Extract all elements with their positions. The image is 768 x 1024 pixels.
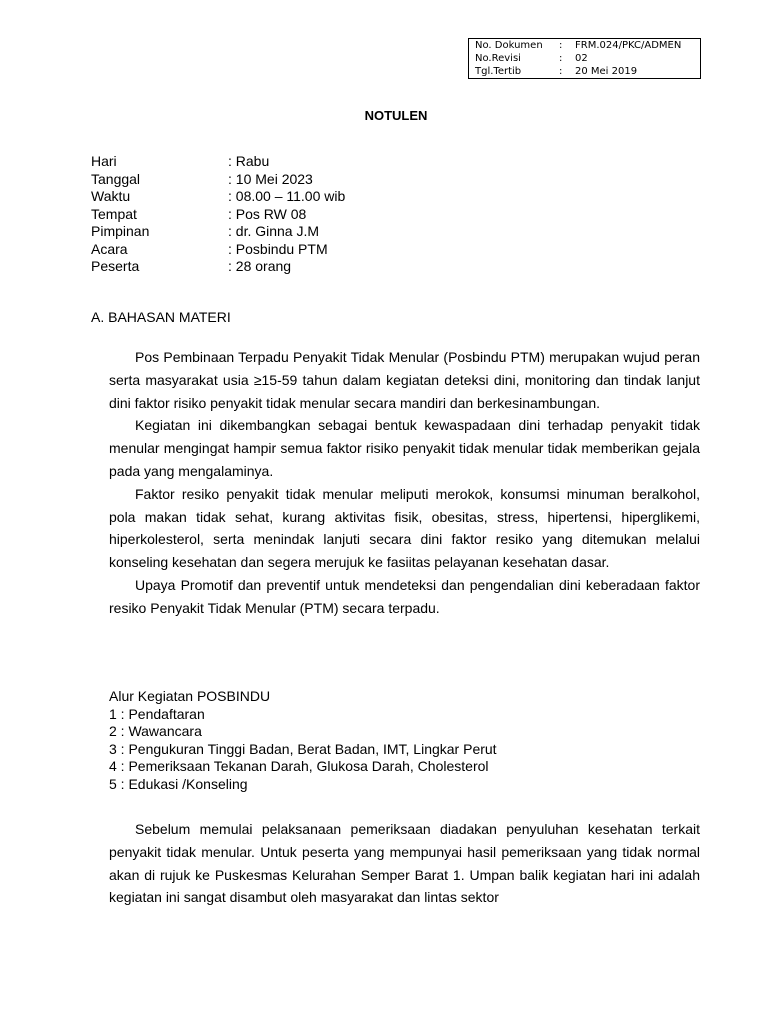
meta-row-waktu xyxy=(91,188,345,206)
meta-value: : 10 Mei 2023 xyxy=(228,170,313,187)
document-info-table xyxy=(468,38,701,79)
meta-value: : Rabu xyxy=(228,153,270,169)
doc-info-label: Tgl.Tertib xyxy=(475,66,522,77)
doc-info-value: FRM.024/PKC/ADMEN xyxy=(575,40,682,51)
meta-label: Waktu xyxy=(91,188,131,204)
doc-info-value: 02 xyxy=(575,53,588,64)
meta-row-peserta xyxy=(91,258,345,276)
doc-info-colon: : xyxy=(559,40,563,51)
doc-info-value: 20 Mei 2019 xyxy=(575,66,638,77)
doc-info-label: No.Revisi xyxy=(475,53,521,64)
page-title: NOTULEN xyxy=(364,108,428,123)
activity-flow-item: 3 : Pengukuran Tinggi Badan, Berat Badan, IMT, Lingkar Perut xyxy=(109,740,497,757)
meta-value: : Pos RW 08 xyxy=(228,205,307,222)
meta-row-tanggal xyxy=(91,171,345,189)
section-heading: A. BAHASAN MATERI xyxy=(91,309,231,325)
activity-flow xyxy=(109,688,497,793)
meta-value: : 08.00 – 11.00 wib xyxy=(228,188,346,204)
meta-value: : dr. Ginna J.M xyxy=(228,223,320,239)
activity-flow-item: 4 : Pemeriksaan Tekanan Darah, Glukosa Darah, Cholesterol xyxy=(109,758,489,774)
meeting-details xyxy=(91,153,345,276)
activity-flow-item: 5 : Edukasi /Konseling xyxy=(109,775,248,792)
paragraph: Upaya Promotif dan preventif untuk mendeteksi dan pengendalian dini keberadaan faktor resiko Penyakit Tidak Menular (PTM) secara terpadu. xyxy=(109,576,700,616)
material-body xyxy=(109,346,700,620)
meta-label: Peserta xyxy=(91,258,140,274)
activity-flow-item: 1 : Pendaftaran xyxy=(109,705,205,722)
meta-value: : Posbindu PTM xyxy=(228,240,328,257)
meta-row-tempat xyxy=(91,206,345,224)
meta-label: Pimpinan xyxy=(91,223,150,239)
closing-section xyxy=(109,818,700,909)
doc-info-row xyxy=(469,52,701,65)
meta-label: Hari xyxy=(91,153,117,169)
meta-row-acara xyxy=(91,241,345,259)
meta-row-hari xyxy=(91,153,345,171)
doc-info-colon: : xyxy=(559,53,563,64)
paragraph: Faktor resiko penyakit tidak menular meliputi merokok, konsumsi minuman beralkohol, pola makan tidak sehat, kurang aktivitas fisik, obesitas, stress, hipertensi, hiperglikemi, hiperkolesterol, serta menindak lanjuti secara dini faktor resiko yang ditemukan melalui konseling kesehatan dan segera merujuk ke fasiitas pelayanan kesehatan dasar. xyxy=(109,485,700,571)
paragraph: Pos Pembinaan Terpadu Penyakit Tidak Menular (Posbindu PTM) merupakan wujud peran serta masyarakat usia ≥15-59 tahun dalam kegiatan deteksi dini, monitoring dan tindak lanjut dini faktor risiko penyakit tidak menular secara mandiri dan berkesinambungan. xyxy=(109,349,700,411)
doc-info-row xyxy=(469,65,701,79)
meta-label: Tempat xyxy=(91,205,137,222)
doc-info-colon: : xyxy=(559,66,563,77)
meta-label: Acara xyxy=(91,240,128,257)
closing-paragraph: Sebelum memulai pelaksanaan pemeriksaan diadakan penyuluhan kesehatan terkait penyakit tidak menular. Untuk peserta yang mempunyai hasil pemeriksaan yang tidak normal akan di rujuk ke Puskesmas Kelurahan Semper Barat 1. Umpan balik kegiatan hari ini adalah kegiatan ini sangat disambut oleh masyarakat dan lintas sektor xyxy=(109,821,700,906)
activity-flow-item: 2 : Wawancara xyxy=(109,723,202,739)
paragraph: Kegiatan ini dikembangkan sebagai bentuk kewaspadaan dini terhadap penyakit tidak menular mengingat hampir semua faktor risiko penyakit tidak menular tidak memberikan gejala pada yang mengalaminya. xyxy=(109,417,700,479)
meta-label: Tanggal xyxy=(91,170,141,187)
doc-info-row xyxy=(469,39,701,53)
meta-value: : 28 orang xyxy=(228,258,292,274)
doc-info-label: No. Dokumen xyxy=(475,40,543,51)
activity-flow-heading: Alur Kegiatan POSBINDU xyxy=(109,688,271,704)
meta-row-pimpinan xyxy=(91,223,345,241)
